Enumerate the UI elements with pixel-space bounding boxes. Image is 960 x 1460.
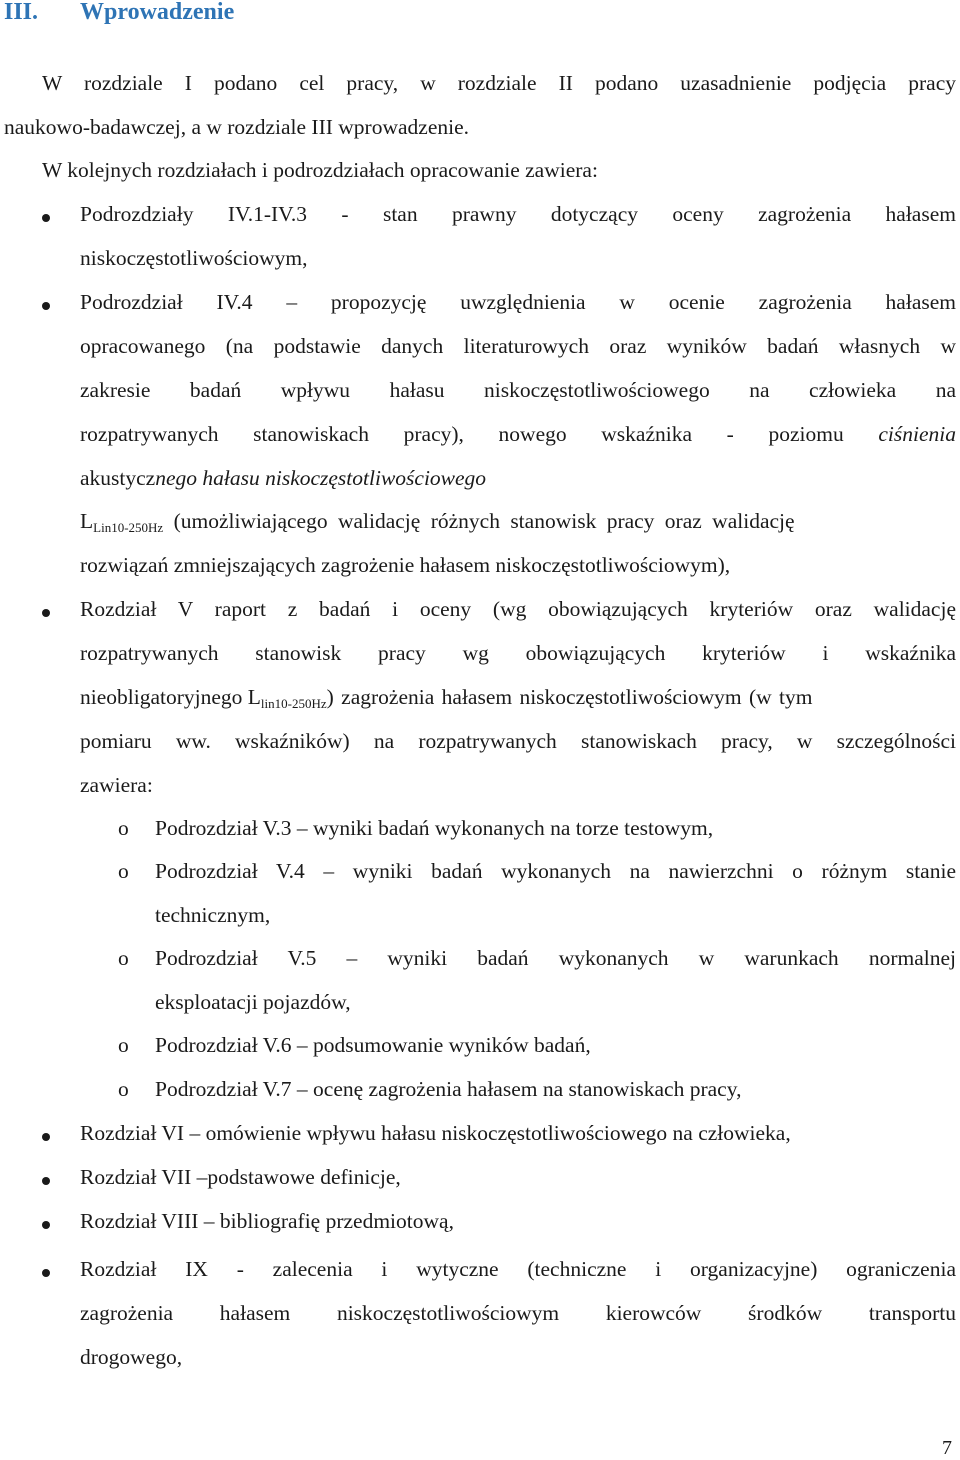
page-number: 7 <box>942 1437 952 1459</box>
bullet-3-line-3-text: nieobligatoryjnego L <box>80 685 261 709</box>
bullet-marker <box>42 302 50 310</box>
sub-bullet-marker: o <box>118 946 129 970</box>
bullet-5: Rozdział VII –podstawowe definicje, <box>80 1165 401 1189</box>
bullet-marker <box>42 1133 50 1141</box>
sub-bullet-marker: o <box>118 816 129 840</box>
subitem-3-line-2: eksploatacji pojazdów, <box>155 990 351 1014</box>
bullet-7-line-3: drogowego, <box>80 1345 183 1369</box>
bullet-4: Rozdział VI – omówienie wpływu hałasu niskoczęstotliwościowego na człowieka, <box>80 1121 791 1145</box>
bullet-marker <box>42 609 50 617</box>
bullet-2-line-7: rozwiązań zmniejszających zagrożenie hałasem niskoczęstotliwościowym), <box>80 553 731 577</box>
symbol-subscript: Lin10-250Hz <box>93 520 164 535</box>
bullet-1-line-2: niskoczęstotliwościowym, <box>80 246 308 270</box>
bullet-2-line-4 <box>80 422 956 447</box>
intro-line-1: W rozdziale I podano cel pracy, w rozdziale II podano uzasadnienie podjęcia pracy <box>42 71 956 95</box>
italic-term: nego hałasu niskoczęstotliwościowego <box>155 466 487 490</box>
symbol-L: L <box>80 509 94 533</box>
subitem-2-line-2: technicznym, <box>155 903 271 927</box>
intro-line-3: W kolejnych rozdziałach i podrozdziałach opracowanie zawiera: <box>42 158 598 182</box>
subitem-4: Podrozdział V.6 – podsumowanie wyników badań, <box>155 1033 591 1057</box>
subitem-5: Podrozdział V.7 – ocenę zagrożenia hałasem na stanowiskach pracy, <box>155 1077 742 1101</box>
subitem-2-line-1: Podrozdział V.4 – wyniki badań wykonanych na nawierzchni o różnym stanie <box>155 859 956 883</box>
bullet-3-line-5: zawiera: <box>80 773 153 797</box>
italic-term: ciśnienia <box>878 422 956 446</box>
sub-bullet-marker: o <box>118 859 129 883</box>
bullet-2-line-6 <box>80 509 956 534</box>
bullet-2-line-2: opracowanego (na podstawie danych literaturowych oraz wyników badań własnych w <box>80 334 956 358</box>
bullet-2-line-4-text: rozpatrywanych stanowiskach pracy), nowego wskaźnika - poziomu <box>80 422 879 446</box>
bullet-7-line-1: Rozdział IX - zalecenia i wytyczne (techniczne i organizacyjne) ograniczenia <box>80 1257 956 1281</box>
sub-bullet-marker: o <box>118 1033 129 1057</box>
symbol-subscript: lin10-250Hz <box>260 696 327 711</box>
bullet-7-line-2: zagrożenia hałasem niskoczęstotliwościowym kierowców środków transportu <box>80 1301 956 1325</box>
bullet-3-line-4: pomiaru ww. wskaźników) na rozpatrywanych stanowiskach pracy, w szczególności <box>80 729 956 753</box>
bullet-marker <box>42 1269 50 1277</box>
bullet-1-line-1: Podrozdziały IV.1-IV.3 - stan prawny dotyczący oceny zagrożenia hałasem <box>80 202 956 226</box>
bullet-2-line-5-text: akustycz <box>80 466 156 490</box>
section-title: Wprowadzenie <box>80 0 235 25</box>
bullet-marker <box>42 1177 50 1185</box>
subitem-3-line-1: Podrozdział V.5 – wyniki badań wykonanych w warunkach normalnej <box>155 946 956 970</box>
intro-line-2: naukowo-badawczej, a w rozdziale III wprowadzenie. <box>4 115 470 139</box>
bullet-3-line-3-rest: ) zagrożenia hałasem niskoczęstotliwościowym (w tym <box>326 685 813 709</box>
bullet-marker <box>42 1221 50 1229</box>
bullet-2-line-6-text: (umożliwiającego walidację różnych stanowisk pracy oraz walidację <box>163 509 795 533</box>
bullet-marker <box>42 214 50 222</box>
bullet-3-line-1: Rozdział V raport z badań i oceny (wg obowiązujących kryteriów oraz walidację <box>80 597 956 621</box>
bullet-3-line-3 <box>80 685 956 710</box>
bullet-3-line-2: rozpatrywanych stanowisk pracy wg obowiązujących kryteriów i wskaźnika <box>80 641 956 665</box>
subitem-1: Podrozdział V.3 – wyniki badań wykonanych na torze testowym, <box>155 816 714 840</box>
bullet-2-line-5 <box>80 466 486 491</box>
bullet-2-line-1: Podrozdział IV.4 – propozycję uwzględnienia w ocenie zagrożenia hałasem <box>80 290 956 314</box>
section-number: III. <box>4 0 39 25</box>
sub-bullet-marker: o <box>118 1077 129 1101</box>
bullet-2-line-3: zakresie badań wpływu hałasu niskoczęstotliwościowego na człowieka na <box>80 378 956 402</box>
bullet-6: Rozdział VIII – bibliografię przedmiotową, <box>80 1209 454 1233</box>
